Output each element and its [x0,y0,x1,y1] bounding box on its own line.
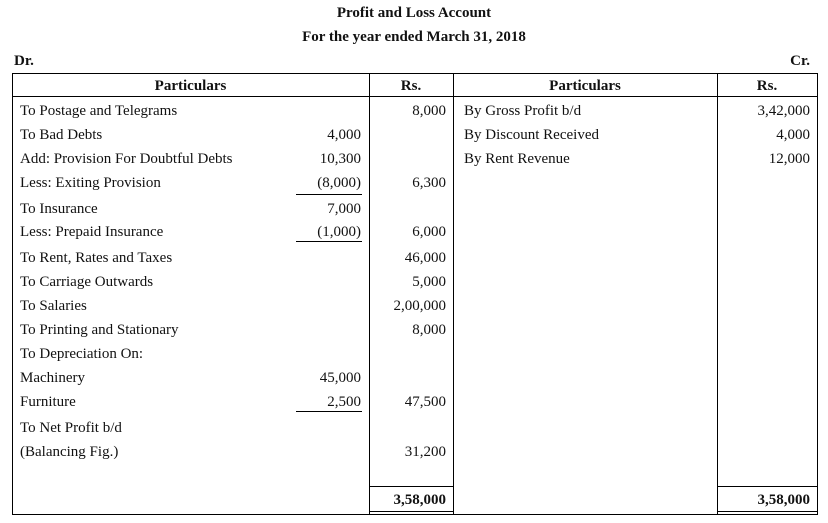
debit-label: Machinery [20,370,85,386]
subtotal-rule [296,241,362,242]
debit-amount: 47,500 [404,394,446,410]
credit-amount: 3,42,000 [757,103,810,119]
debit-total-top-rule [369,486,453,487]
debit-amount: 8,000 [412,103,446,119]
debit-label: To Postage and Telegrams [20,103,178,119]
debit-label: To Bad Debts [20,127,103,143]
credit-label: By Gross Profit b/d [464,103,582,119]
header-bottom-border [12,96,818,97]
col-header-particulars-right: Particulars [549,78,621,94]
left-border [12,73,13,515]
debit-label: Furniture [20,394,76,410]
credit-total: 3,58,000 [757,492,810,508]
debit-amount: 8,000 [412,322,446,338]
debit-sub-amount: 4,000 [327,127,361,143]
right-border [817,73,818,515]
cr-label: Cr. [790,53,810,69]
debit-sub-amount: 45,000 [319,370,361,386]
debit-label: (Balancing Fig.) [20,444,119,460]
debit-sub-amount: 7,000 [327,201,361,217]
col-header-particulars-left: Particulars [154,78,227,94]
period-subtitle: For the year ended March 31, 2018 [302,29,526,45]
credit-amount: 12,000 [768,151,810,167]
debit-label: To Printing and Stationary [20,322,179,338]
credit-amount: 4,000 [776,127,810,143]
debit-label: To Insurance [20,201,98,217]
debit-total: 3,58,000 [393,492,446,508]
debit-sub-amount: 2,500 [327,394,361,410]
divider-middle [453,73,454,515]
debit-label: Less: Prepaid Insurance [20,224,164,240]
credit-total-double-rule [717,511,817,512]
debit-sub-amount: (1,000) [317,224,361,240]
debit-sub-amount: (8,000) [317,175,361,191]
subtotal-rule [296,194,362,195]
debit-label: To Carriage Outwards [20,274,154,290]
debit-label: To Salaries [20,298,87,314]
dr-label: Dr. [14,53,34,69]
debit-amount: 2,00,000 [393,298,446,314]
col-header-rs-right: Rs. [756,78,778,94]
debit-total-double-rule [369,511,453,512]
subtotal-rule [296,411,362,412]
credit-label: By Discount Received [464,127,599,143]
debit-sub-amount: 10,300 [319,151,361,167]
debit-amount: 31,200 [404,444,446,460]
table-top-border [12,73,818,74]
debit-label: To Rent, Rates and Taxes [20,250,173,266]
debit-amount: 6,000 [412,224,446,240]
credit-total-top-rule [717,486,817,487]
debit-amount: 5,000 [412,274,446,290]
divider-rs-right-start [717,73,718,515]
debit-amount: 6,300 [412,175,446,191]
page-title: Profit and Loss Account [336,5,492,21]
debit-label: To Net Profit b/d [20,420,122,436]
debit-label: Add: Provision For Doubtful Debts [20,151,233,167]
table-bottom-border [12,514,818,515]
col-header-rs-left: Rs. [400,78,422,94]
debit-amount: 46,000 [404,250,446,266]
debit-label: Less: Exiting Provision [20,175,161,191]
credit-label: By Rent Revenue [464,151,570,167]
debit-label: To Depreciation On: [20,346,144,362]
